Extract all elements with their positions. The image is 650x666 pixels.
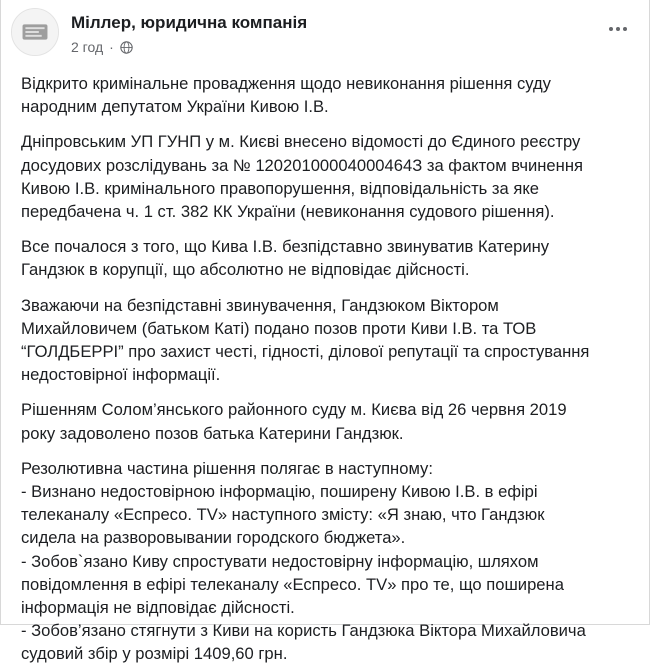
post-header (11, 8, 641, 64)
logo-icon (12, 9, 58, 55)
post-timestamp[interactable]: 2 год (71, 39, 104, 55)
more-options-icon (616, 27, 620, 31)
post-paragraph: Все почалося з того, що Кива І.В. безпідставно звинуватив Катерину Гандзюк в корупції, що абсолютно не відповідає дійсності. (21, 237, 550, 280)
more-options-icon (623, 27, 627, 31)
post-paragraph: Резолютивна частина рішення полягає в наступному: - Визнано недостовірною інформацію, поширену Кивою І.В. в ефірі телеканалу «Еспресо. TV» наступного змісту: «Я знаю, что Гандзюк сидела на разворовывании городского бюджета». - Зобов`язано Киву спростувати недостовірну інформацію, шляхом повідомлення в ефірі телеканалу «Еспресо. TV» про те, що поширена інформація не відповідає дійсності. - Зобов’язано стягнути з Киви на користь Гандзюка Віктора Михайловича судовий збір у розмірі 1409,60 грн. (21, 458, 586, 664)
post-paragraph: Дніпровським УП ГУНП у м. Києві внесено відомості до Єдиного реєстру досудових розслідувань за № 12020100004000464З за фактом вчинення Кивою І.В. кримінального правопорушення, відповідальність за яке передбачена ч. 1 ст. 382 КК України (невиконання судового рішення). (21, 132, 583, 222)
globe-icon (120, 41, 133, 54)
more-options-button[interactable] (603, 14, 633, 44)
meta-separator: · (109, 39, 114, 55)
post-text (21, 72, 633, 666)
post-paragraph: Рішенням Солом’янського районного суду м. Києва від 26 червня 2019 року задоволено позов батька Катерини Гандзюк. (21, 400, 567, 443)
post-meta (71, 39, 133, 55)
company-logo-avatar[interactable] (11, 8, 59, 56)
post-paragraph: Відкрито кримінальне провадження щодо невиконання рішення суду народним депутатом України Кивою І.В. (21, 74, 551, 117)
more-options-icon (609, 27, 613, 31)
post-paragraph: Зважаючи на безпідставні звинувачення, Гандзюком Віктором Михайловичем (батьком Каті) подано позов проти Киви І.В. та ТОВ “ГОЛДБЕРРІ” про захист честі, гідності, ділової репутації та спростування недостовірної інформації. (21, 295, 590, 385)
author-name[interactable]: Міллер, юридична компанія (71, 13, 308, 32)
